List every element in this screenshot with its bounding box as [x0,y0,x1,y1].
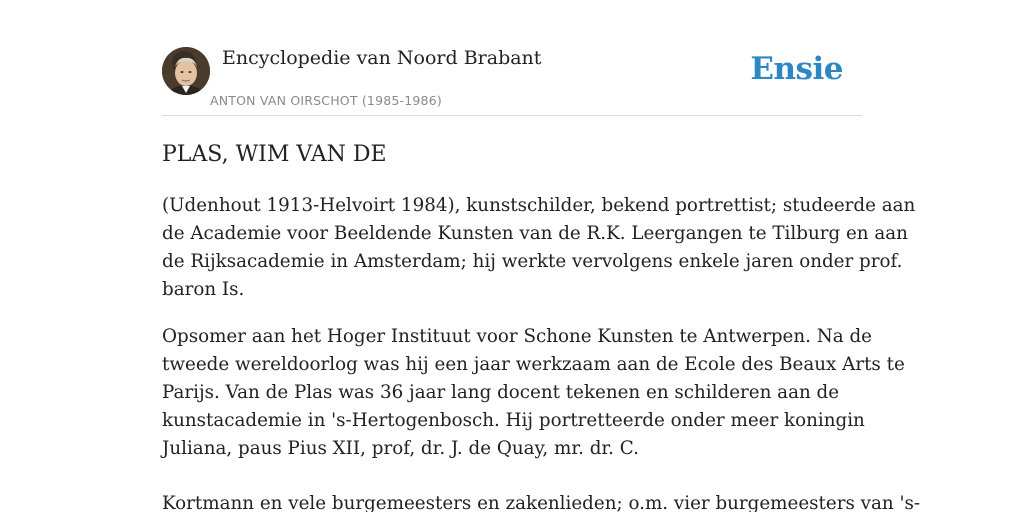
paragraph-line: Juliana, paus Pius XII, prof, dr. J. de Quay, mr. dr. C. [162,438,639,459]
paragraph-line: Parijs. Van de Plas was 36 jaar lang docent tekenen en schilderen aan de [162,382,840,403]
page-header [162,0,862,116]
paragraph-line: kunstacademie in 's-Hertogenbosch. Hij portretteerde onder meer koningin [162,410,865,431]
paragraph-line: (Udenhout 1913-Helvoirt 1984), kunstschilder, bekend portrettist; studeerde aan [162,195,916,216]
author-portrait-icon [162,47,210,95]
paragraph-line: baron Is. [162,279,245,300]
author-link[interactable]: ANTON VAN OIRSCHOT (1985-1986) [210,93,442,108]
book-title[interactable]: Encyclopedie van Noord Brabant [222,47,542,69]
article-title: PLAS, WIM VAN DE [162,142,387,167]
article-paragraph-1 [162,192,916,304]
paragraph-line: Kortmann en vele burgemeesters en zakenlieden; o.m. vier burgemeesters van 's- [162,493,921,512]
article-paragraph-3 [162,490,921,512]
article-paragraph-2 [162,323,905,463]
paragraph-line: de Rijksacademie in Amsterdam; hij werkte vervolgens enkele jaren onder prof. [162,251,903,272]
page-content [162,0,921,512]
paragraph-line: tweede wereldoorlog was hij een jaar werkzaam aan de Ecole des Beaux Arts te [162,354,905,375]
paragraph-line: Opsomer aan het Hoger Instituut voor Schone Kunsten te Antwerpen. Na de [162,326,872,347]
ensie-logo[interactable]: Ensie [750,51,843,87]
paragraph-line: de Academie voor Beeldende Kunsten van de R.K. Leergangen te Tilburg en aan [162,223,908,244]
author-avatar[interactable] [162,47,210,95]
